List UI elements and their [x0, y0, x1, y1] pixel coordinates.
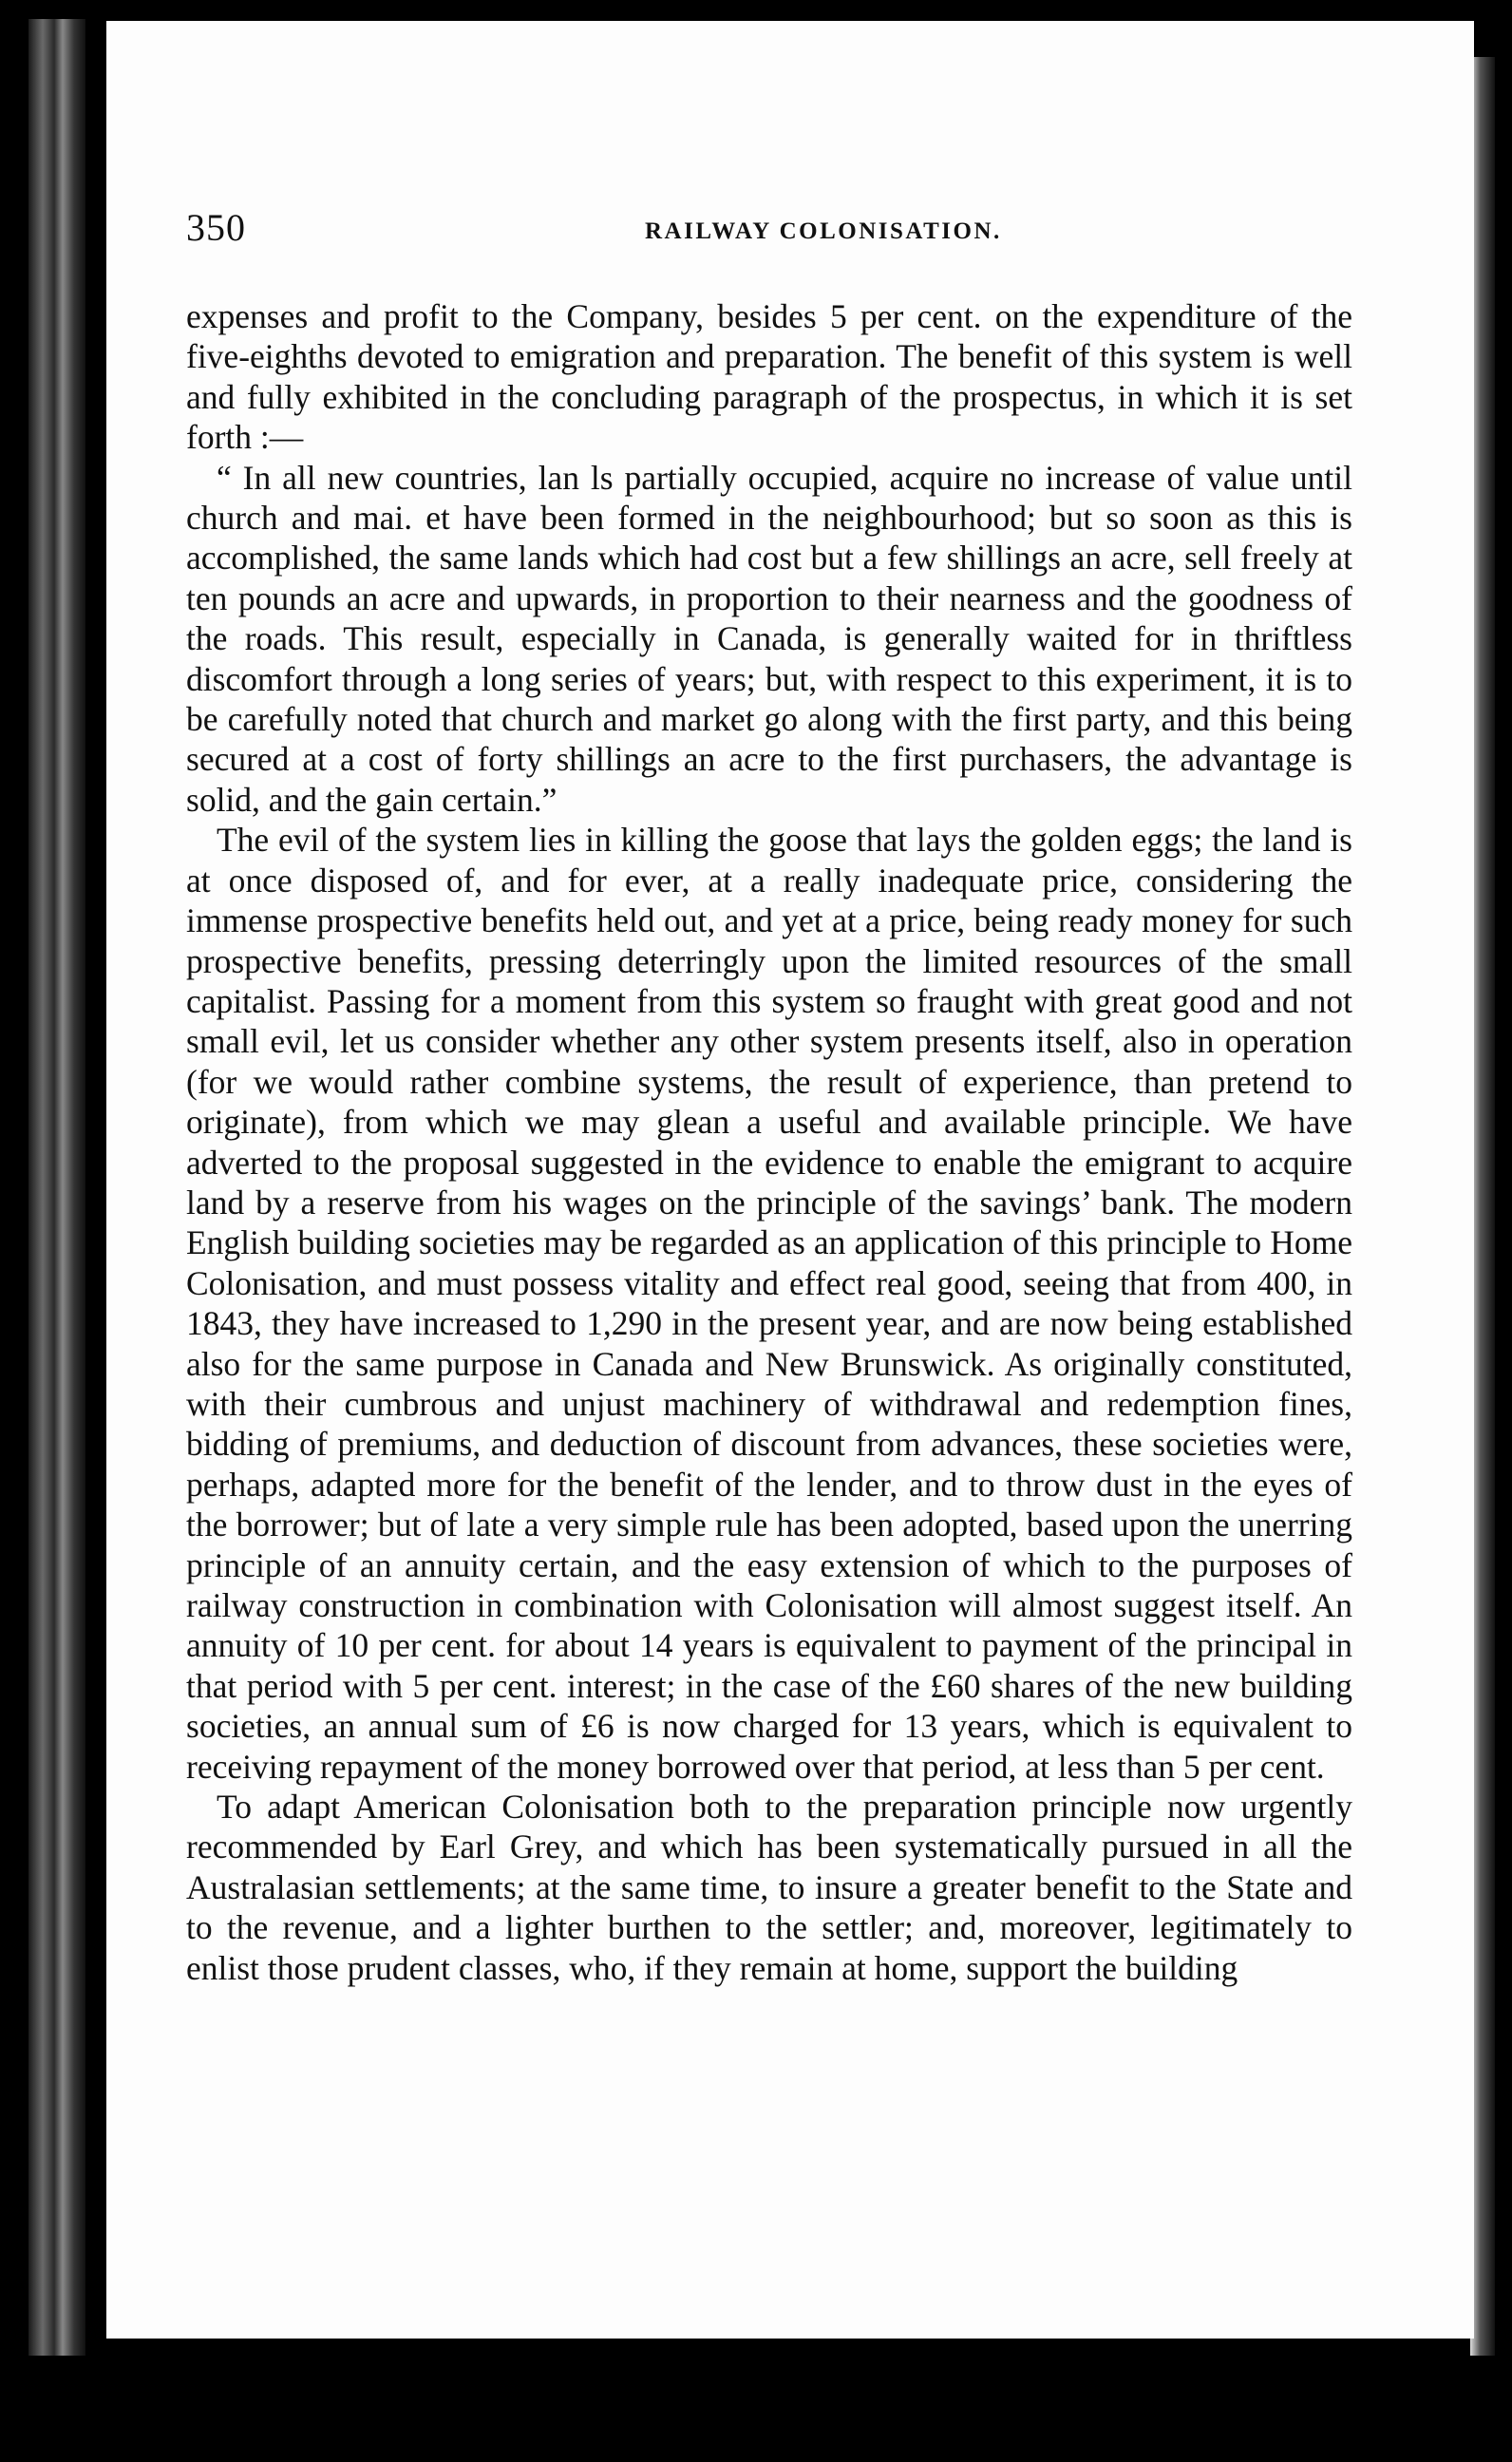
paragraph-1: expenses and profit to the Company, besides 5 per cent. on the expenditure of the five-eighths devoted to emigration and preparation. The benefit of this system is well and fully exhibited in the concluding paragraph of the prospectus, in which it is set forth :— [186, 297, 1352, 457]
body-text [186, 296, 1352, 1988]
book-spine-edge [28, 19, 85, 2356]
page-number: 350 [186, 206, 246, 249]
paragraph-2-quote: “ In all new countries, lan ls partially occupied, acquire no increase of value until church and mai. et have been formed in the neighbourhood; but so soon as this is accomplished, the same lands which had cost but a few shillings an acre, sell freely at ten pounds an acre and upwards, in proportion to their nearness and the goodness of the roads. This result, especially in Canada, is generally waited for in thriftless discomfort through a long series of years; but, with respect to this experiment, it is to be carefully noted that church and market go along with the first party, and this being secured at a cost of forty shillings an acre to the first purchasers, the advantage is solid, and the gain certain.” [186, 458, 1352, 819]
paragraph-3: The evil of the system lies in killing the goose that lays the golden eggs; the land is at once disposed of, and for ever, at a really inadequate price, considering the immense prospective benefits held out, and yet at a price, being ready money for such prospective benefits, pressing deterringly upon the limited resources of the small capitalist. Passing for a moment from this system so fraught with great good and not small evil, let us consider whether any other system presents itself, also in operation (for we would rather combine systems, the result of experience, than pretend to originate), from which we may glean a useful and available principle. We have adverted to the proposal suggested in the evidence to enable the emigrant to acquire land by a reserve from his wages on the principle of the savings’ bank. The modern English building societies may be regarded as an application of this principle to Home Colonisation, and must possess vitality and effect real good, seeing that from 400, in 1843, they have increased to 1,290 in the present year, and are now being established also for the same purpose in Canada and New Brunswick. As originally constituted, with their cumbrous and unjust machinery of withdrawal and redemption fines, bidding of premiums, and deduction of discount from advances, these societies were, perhaps, adapted more for the benefit of the lender, and to throw dust in the eyes of the borrower; but of late a very simple rule has been adopted, based upon the unerring principle of an annuity certain, and the easy extension of which to the purposes of railway construction in combination with Colonisation will almost suggest itself. An annuity of 10 per cent. for about 14 years is equivalent to payment of the principal in that period with 5 per cent. interest; in the case of the £60 shares of the new building societies, an annual sum of £6 is now charged for 13 years, which is equivalent to receiving repayment of the money borrowed over that period, at less than 5 per cent. [186, 821, 1352, 1786]
page-header [186, 205, 1354, 262]
running-head: RAILWAY COLONISATION. [645, 218, 1002, 244]
paragraph-4: To adapt American Colonisation both to the preparation principle now urgently recommended by Earl Grey, and which has been systematically pursued in all the Australasian settlements; at the same time, to insure a greater benefit to the State and to the revenue, and a lighter burthen to the settler; and, moreover, legitimately to enlist those prudent classes, who, if they remain at home, support the building [186, 1788, 1352, 1987]
